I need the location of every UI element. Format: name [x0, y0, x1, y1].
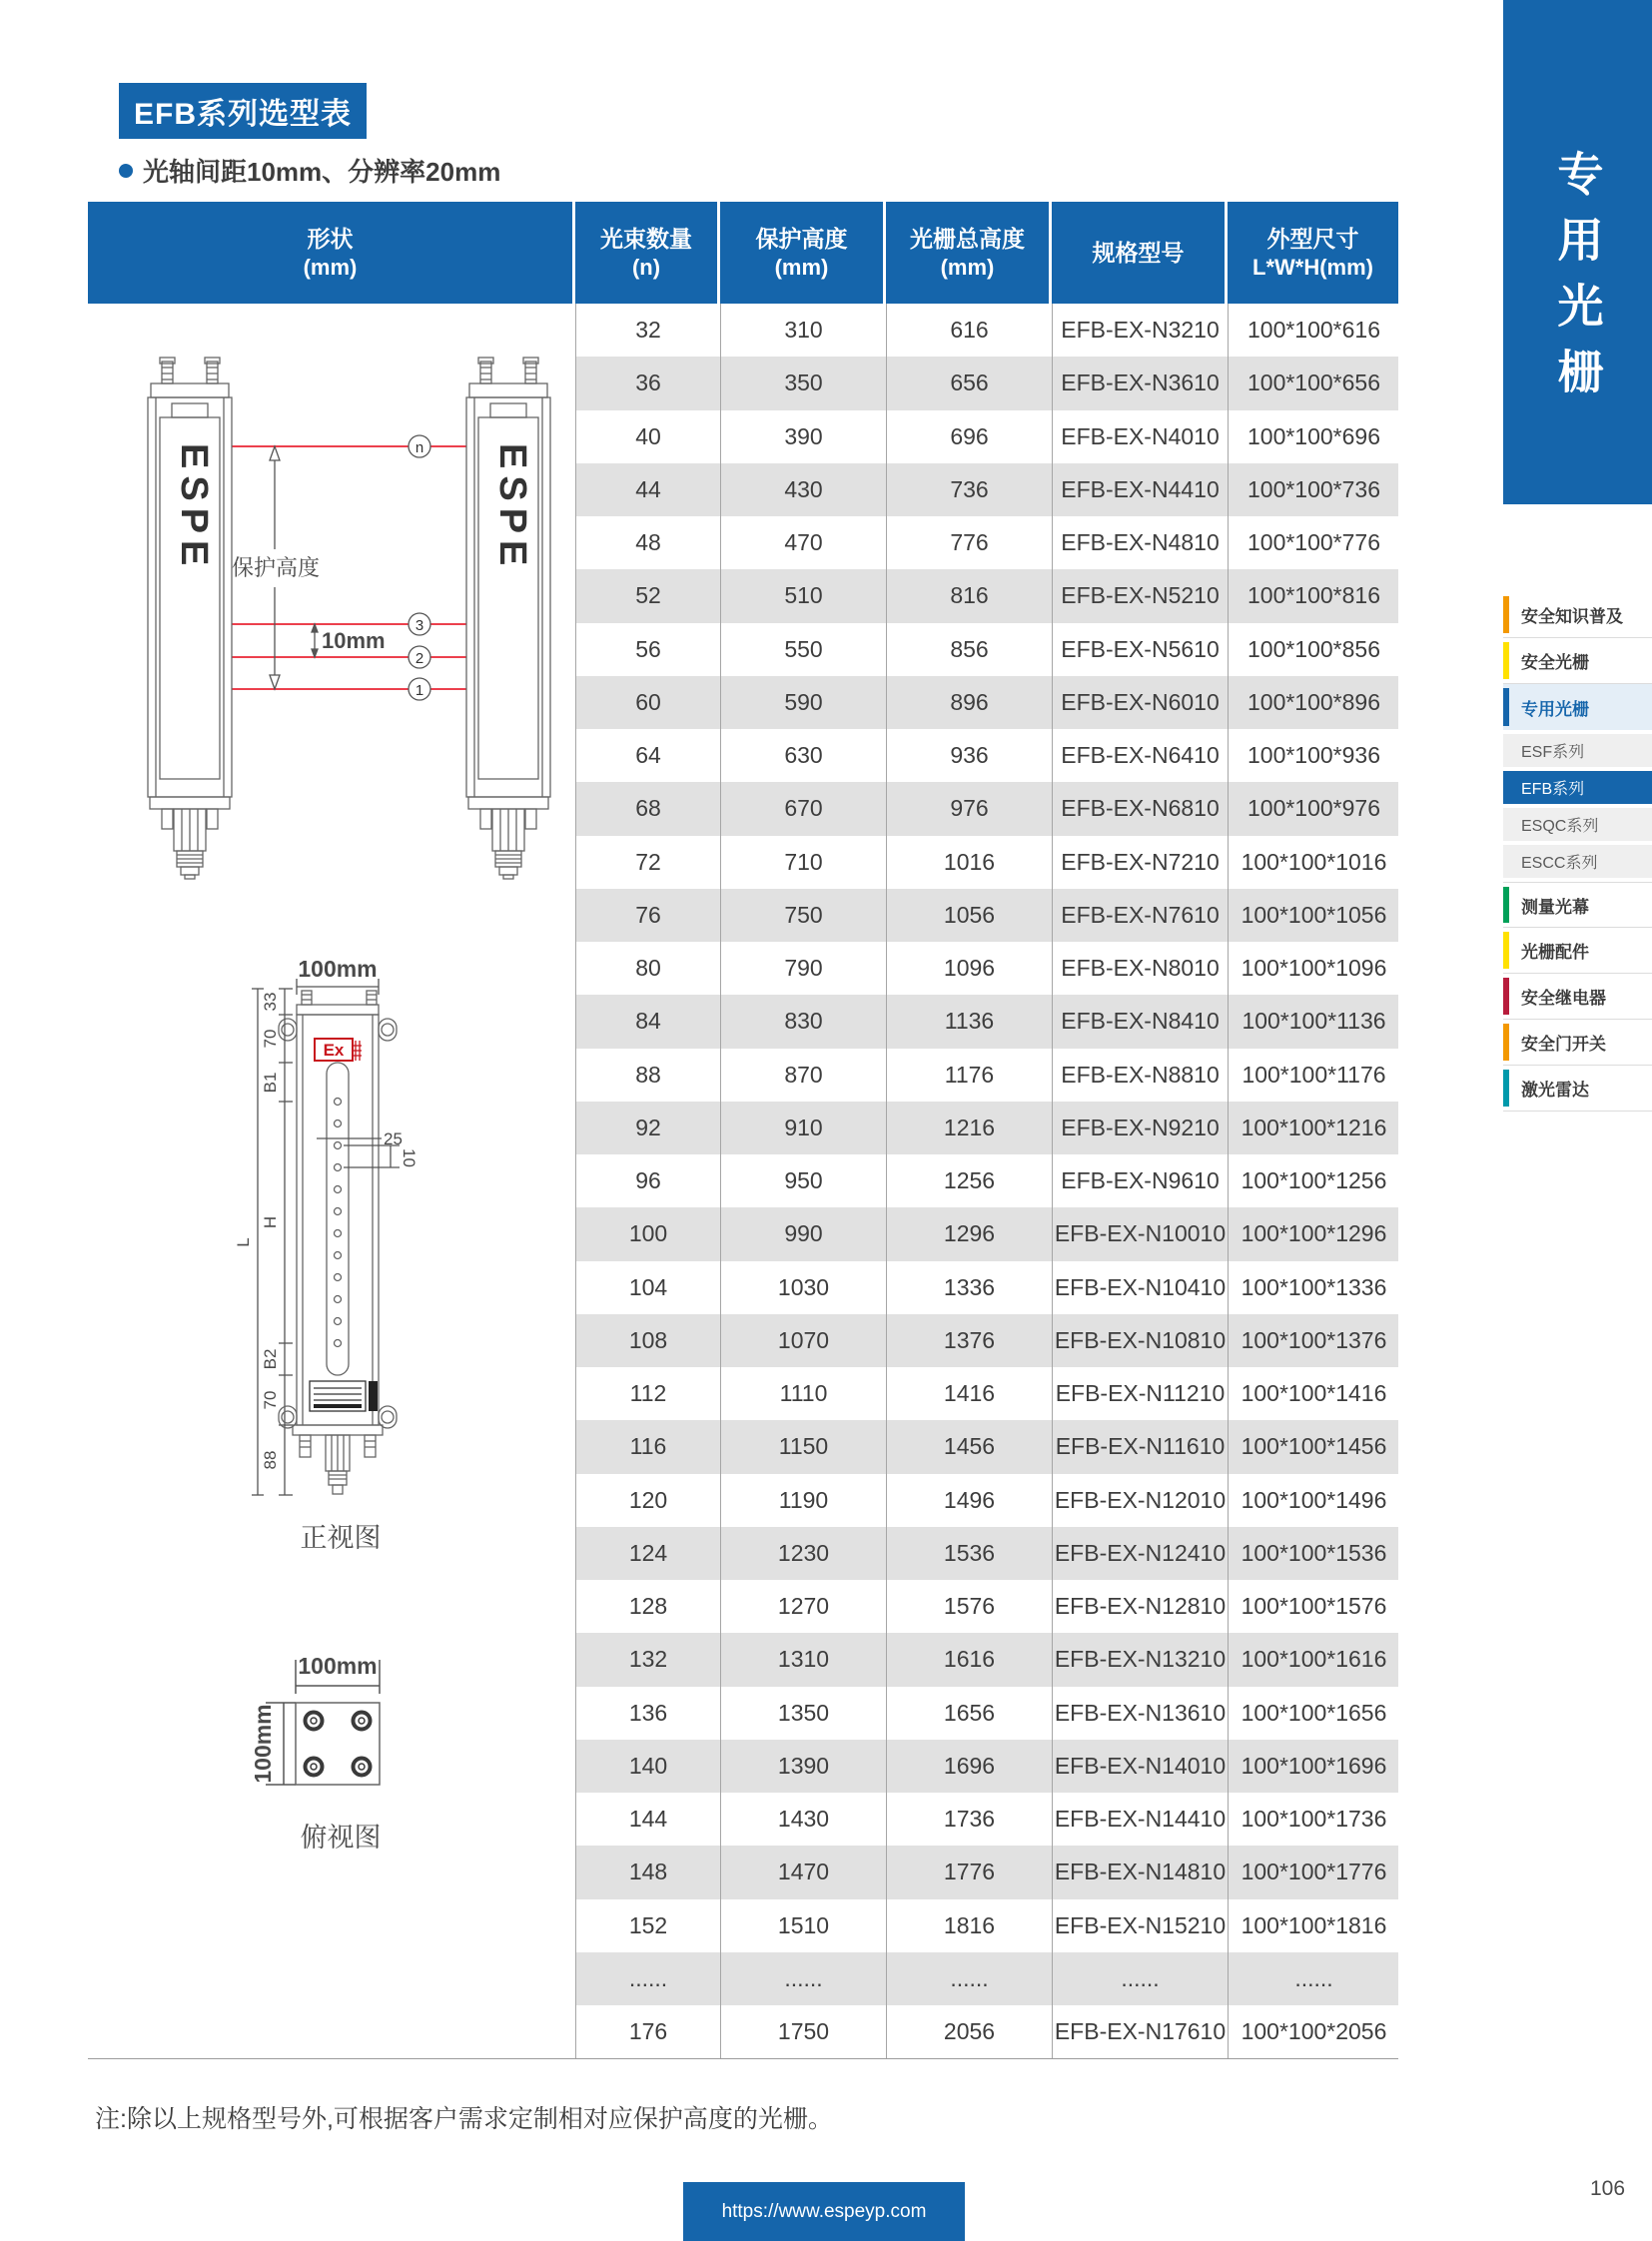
table-row: [576, 1474, 1398, 1527]
sidebar-item-label: EFB系列: [1521, 781, 1585, 798]
cell-protect-height: 1230: [721, 1527, 887, 1580]
cell-dimensions: 100*100*1176: [1241, 1061, 1386, 1088]
cell-beam-count: 140: [576, 1740, 721, 1793]
cell-total-height: 736: [887, 463, 1053, 516]
cell-dimensions: 100*100*1456: [1240, 1433, 1387, 1460]
table-row: [576, 1687, 1398, 1740]
category-color-bar-icon: [1503, 596, 1509, 633]
cell-model: EFB-EX-N15210: [1053, 1899, 1229, 1952]
sidebar-item-label: 专用光栅: [1521, 699, 1589, 719]
table-row: [576, 2005, 1398, 2058]
cell-total-height: 856: [887, 623, 1053, 676]
dim-l-label: L: [234, 1237, 253, 1247]
protect-height-label: 保护高度: [231, 555, 321, 580]
cell-dimensions: 100*100*1496: [1240, 1486, 1387, 1513]
col-header-unit: L*W*H(mm): [1252, 255, 1373, 280]
cell-dimensions: 100*100*1056: [1240, 901, 1387, 928]
cell-model: EFB-EX-N12810: [1053, 1580, 1229, 1633]
table-row: [576, 1261, 1398, 1314]
category-banner: [1503, 0, 1652, 504]
table-body: [88, 304, 1398, 2059]
cell-total-height: 1656: [887, 1687, 1053, 1740]
left-dimension-chain: [252, 989, 293, 1495]
col-header-dimensions: [1228, 202, 1398, 304]
table-row: [576, 569, 1398, 622]
spec-bullet-line: [119, 152, 500, 189]
cell-protect-height: 710: [721, 836, 887, 889]
cell-model: EFB-EX-N8410: [1053, 995, 1229, 1048]
table-row: [576, 623, 1398, 676]
table-row: [576, 1049, 1398, 1102]
cell-model: EFB-EX-N14010: [1053, 1740, 1229, 1793]
sidebar-item-label: ESQC系列: [1521, 818, 1599, 835]
cell-protect-height: 1150: [721, 1420, 887, 1473]
cell-protect-height: 1390: [721, 1740, 887, 1793]
section-title-box: [119, 83, 367, 139]
cell-protect-height: 790: [721, 942, 887, 995]
cell-beam-count: 52: [576, 569, 721, 622]
cell-protect-height: 1190: [721, 1474, 887, 1527]
cell-model: EFB-EX-N7210: [1053, 836, 1229, 889]
table-row: [576, 1527, 1398, 1580]
table-row: [576, 1793, 1398, 1846]
cell-total-height: 816: [887, 569, 1053, 622]
cell-protect-height: 1430: [721, 1793, 887, 1846]
cell-dimensions: 100*100*776: [1246, 529, 1381, 556]
cell-model: EFB-EX-N13610: [1053, 1687, 1229, 1740]
beam-holes: [335, 1099, 342, 1347]
cell-total-height: 936: [887, 729, 1053, 782]
cell-total-height: 1336: [887, 1261, 1053, 1314]
cell-beam-count: 68: [576, 782, 721, 835]
cell-beam-count: 84: [576, 995, 721, 1048]
sidebar-item[interactable]: [1503, 638, 1652, 684]
cell-model: EFB-EX-N3610: [1053, 357, 1229, 409]
top-width-label: 100mm: [298, 1653, 378, 1679]
table-row: [576, 1899, 1398, 1952]
cell-protect-height: 1750: [721, 2005, 887, 2058]
table-row: [576, 782, 1398, 835]
cell-beam-count: 112: [576, 1367, 721, 1420]
cell-protect-height: ......: [721, 1952, 887, 2005]
cell-model: EFB-EX-N8010: [1053, 942, 1229, 995]
cell-model: EFB-EX-N6810: [1053, 782, 1229, 835]
col-header-label: 光栅总高度: [910, 226, 1025, 252]
cell-total-height: 1576: [887, 1580, 1053, 1633]
cell-dimensions: 100*100*896: [1246, 688, 1381, 715]
cell-beam-count: 128: [576, 1580, 721, 1633]
table-row: [576, 1367, 1398, 1420]
sidebar-item-label: 光栅配件: [1521, 943, 1589, 962]
cell-model: ......: [1053, 1952, 1229, 2005]
cell-protect-height: 470: [721, 516, 887, 569]
cell-dimensions: 100*100*1256: [1240, 1167, 1387, 1194]
cell-protect-height: 430: [721, 463, 887, 516]
marker-2: 2: [414, 650, 424, 667]
table-row: [576, 676, 1398, 729]
marker-n: n: [414, 439, 424, 456]
col-header-shape: [88, 202, 575, 304]
cell-beam-count: 60: [576, 676, 721, 729]
cell-model: EFB-EX-N4410: [1053, 463, 1229, 516]
cell-beam-count: 136: [576, 1687, 721, 1740]
cell-protect-height: 990: [721, 1207, 887, 1260]
cell-total-height: 1256: [887, 1154, 1053, 1207]
sidebar-item-label: ESCC系列: [1521, 855, 1598, 872]
col-header-label: 外型尺寸: [1266, 226, 1359, 252]
table-row: [576, 304, 1398, 357]
sidebar-item[interactable]: [1503, 974, 1652, 1020]
table-row: [576, 1207, 1398, 1260]
top-view-caption: 俯视图: [300, 1823, 382, 1853]
sidebar-item[interactable]: [1503, 734, 1652, 767]
col-header-label: 保护高度: [755, 226, 848, 252]
cell-beam-count: 32: [576, 304, 721, 357]
cell-model: EFB-EX-N11210: [1053, 1367, 1229, 1420]
col-header-label: 形状: [307, 226, 354, 252]
ex-label: Ex: [323, 1041, 345, 1060]
cell-beam-count: 92: [576, 1102, 721, 1154]
cell-total-height: 1136: [887, 995, 1053, 1048]
col-header-beam-count: [575, 202, 720, 304]
cell-protect-height: 310: [721, 304, 887, 357]
sidebar-item[interactable]: [1503, 1066, 1652, 1112]
category-color-bar-icon: [1503, 1024, 1509, 1061]
cell-total-height: 1296: [887, 1207, 1053, 1260]
cell-protect-height: 630: [721, 729, 887, 782]
cell-beam-count: 120: [576, 1474, 721, 1527]
cell-protect-height: 910: [721, 1102, 887, 1154]
col-header-unit: (mm): [303, 255, 358, 280]
cell-protect-height: 1110: [721, 1367, 887, 1420]
cell-total-height: 1056: [887, 889, 1053, 942]
sidebar-item-label: 安全门开关: [1521, 1035, 1606, 1054]
category-color-bar-icon: [1503, 688, 1509, 726]
cell-dimensions: 100*100*1616: [1240, 1646, 1387, 1673]
cell-beam-count: 116: [576, 1420, 721, 1473]
cell-dimensions: 100*100*936: [1246, 742, 1381, 769]
cell-beam-count: 176: [576, 2005, 721, 2058]
spec-bullet-text: 光轴间距10mm、分辨率20mm: [143, 157, 501, 187]
sidebar-item-label: 安全知识普及: [1521, 607, 1623, 626]
cell-total-height: 976: [887, 782, 1053, 835]
section-title: EFB系列选型表: [134, 98, 352, 131]
cell-protect-height: 750: [721, 889, 887, 942]
table-row: [576, 357, 1398, 409]
sidebar-item[interactable]: [1503, 928, 1652, 974]
cell-total-height: 1376: [887, 1314, 1053, 1367]
cell-model: EFB-EX-N10410: [1053, 1261, 1229, 1314]
cell-protect-height: 830: [721, 995, 887, 1048]
sidebar-item[interactable]: [1503, 1020, 1652, 1066]
cell-beam-count: 40: [576, 410, 721, 463]
dim-70b-label: 70: [261, 1390, 280, 1410]
col-header-label: 规格型号: [1092, 240, 1185, 266]
table-row: [576, 1154, 1398, 1207]
beam-arrangement-diagram: [148, 358, 550, 879]
brand-label: ESPE: [491, 443, 533, 573]
cell-beam-count: 144: [576, 1793, 721, 1846]
cell-total-height: 1176: [887, 1049, 1053, 1102]
cell-model: EFB-EX-N17610: [1053, 2005, 1229, 2058]
dim-b1-label: B1: [261, 1072, 280, 1094]
cell-beam-count: 64: [576, 729, 721, 782]
cell-dimensions: 100*100*1336: [1240, 1273, 1387, 1300]
dim-88-label: 88: [261, 1450, 280, 1470]
cell-model: EFB-EX-N9210: [1053, 1102, 1229, 1154]
table-row: [576, 1314, 1398, 1367]
front-view-caption: 正视图: [300, 1523, 382, 1553]
shape-column: [88, 304, 575, 2058]
cell-total-height: 776: [887, 516, 1053, 569]
cell-total-height: 896: [887, 676, 1053, 729]
cell-protect-height: 1510: [721, 1899, 887, 1952]
cell-model: EFB-EX-N12010: [1053, 1474, 1229, 1527]
cell-protect-height: 1030: [721, 1261, 887, 1314]
cell-beam-count: 96: [576, 1154, 721, 1207]
cell-dimensions: 100*100*1136: [1241, 1008, 1386, 1035]
footnote: 注:除以上规格型号外,可根据客户需求定制相对应保护高度的光栅。: [95, 2105, 833, 2133]
cell-protect-height: 590: [721, 676, 887, 729]
sidebar-item-label: 安全继电器: [1521, 989, 1606, 1008]
sidebar-item-label: 激光雷达: [1521, 1081, 1589, 1100]
cell-beam-count: ......: [576, 1952, 721, 2005]
sidebar-item-label: 安全光栅: [1521, 653, 1589, 672]
table-row: [576, 516, 1398, 569]
dim-b2-label: B2: [261, 1348, 280, 1370]
col-header-unit: (n): [631, 255, 661, 280]
cell-model: EFB-EX-N12410: [1053, 1527, 1229, 1580]
cell-total-height: 1416: [887, 1367, 1053, 1420]
col-header-unit: (mm): [940, 255, 995, 280]
cell-beam-count: 44: [576, 463, 721, 516]
cell-beam-count: 48: [576, 516, 721, 569]
beam-number-markers: [409, 435, 430, 700]
cell-beam-count: 148: [576, 1846, 721, 1898]
cell-model: EFB-EX-N3210: [1053, 304, 1229, 357]
cell-model: EFB-EX-N14810: [1053, 1846, 1229, 1898]
marker-3: 3: [414, 617, 424, 634]
col-header-model: [1052, 202, 1228, 304]
cell-protect-height: 670: [721, 782, 887, 835]
category-color-bar-icon: [1503, 642, 1509, 679]
cell-protect-height: 1470: [721, 1846, 887, 1898]
cell-total-height: 1536: [887, 1527, 1053, 1580]
cell-dimensions: 100*100*1736: [1240, 1806, 1387, 1833]
cell-dimensions: 100*100*1296: [1240, 1220, 1387, 1247]
cell-protect-height: 1350: [721, 1687, 887, 1740]
footer-url-text: https://www.espeyp.com: [721, 2200, 927, 2222]
cell-dimensions: 100*100*1656: [1240, 1699, 1387, 1726]
top-height-label: 100mm: [250, 1704, 276, 1784]
dim-33-label: 33: [261, 992, 280, 1012]
table-row: [576, 995, 1398, 1048]
cell-model: EFB-EX-N9610: [1053, 1154, 1229, 1207]
cell-beam-count: 80: [576, 942, 721, 995]
front-view-drawing: [234, 956, 418, 1553]
cell-dimensions: ......: [1294, 1964, 1333, 1991]
cell-total-height: 1216: [887, 1102, 1053, 1154]
table-row: [576, 1846, 1398, 1898]
sidebar-item[interactable]: [1503, 882, 1652, 928]
cell-total-height: 1616: [887, 1633, 1053, 1686]
cell-beam-count: 100: [576, 1207, 721, 1260]
cell-dimensions: 100*100*736: [1246, 475, 1381, 502]
cell-dimensions: 100*100*1816: [1240, 1911, 1387, 1938]
cell-dimensions: 100*100*1216: [1240, 1114, 1387, 1140]
cell-dimensions: 100*100*696: [1246, 422, 1381, 449]
table-row: [576, 889, 1398, 942]
cell-beam-count: 124: [576, 1527, 721, 1580]
col-header-unit: (mm): [774, 255, 829, 280]
cell-beam-count: 72: [576, 836, 721, 889]
table-row: [576, 1580, 1398, 1633]
cell-total-height: 1496: [887, 1474, 1053, 1527]
col-header-protect-height: [720, 202, 886, 304]
technical-drawings: [88, 304, 575, 2058]
cell-dimensions: 100*100*1696: [1240, 1752, 1387, 1779]
cell-model: EFB-EX-N4010: [1053, 410, 1229, 463]
sidebar-item[interactable]: [1503, 592, 1652, 638]
table-row: [576, 836, 1398, 889]
category-color-bar-icon: [1503, 932, 1509, 969]
table-row: [576, 1740, 1398, 1793]
cell-beam-count: 56: [576, 623, 721, 676]
cell-model: EFB-EX-N10810: [1053, 1314, 1229, 1367]
cell-model: EFB-EX-N6010: [1053, 676, 1229, 729]
cell-total-height: 1016: [887, 836, 1053, 889]
sidebar-item-label: ESF系列: [1521, 744, 1585, 761]
pitch-dimension: [312, 624, 318, 657]
cell-total-height: 1736: [887, 1793, 1053, 1846]
category-color-bar-icon: [1503, 887, 1509, 923]
dim-70a-label: 70: [261, 1029, 280, 1049]
cell-protect-height: 1270: [721, 1580, 887, 1633]
cell-model: EFB-EX-N10010: [1053, 1207, 1229, 1260]
pitch-label: 10mm: [322, 628, 386, 653]
table-row: [576, 410, 1398, 463]
sidebar-item[interactable]: [1503, 771, 1652, 804]
dim-h-label: H: [261, 1215, 280, 1229]
cell-protect-height: 350: [721, 357, 887, 409]
page-number: 106: [1590, 2177, 1626, 2200]
cell-total-height: 1776: [887, 1846, 1053, 1898]
cell-dimensions: 100*100*1096: [1240, 955, 1387, 982]
sidebar-menu: [1503, 592, 1652, 1112]
cell-protect-height: 1310: [721, 1633, 887, 1686]
category-banner-text: 专用光栅: [1551, 150, 1604, 413]
cell-total-height: 1096: [887, 942, 1053, 995]
cell-dimensions: 100*100*1776: [1240, 1859, 1387, 1885]
cell-beam-count: 132: [576, 1633, 721, 1686]
cell-dimensions: 100*100*816: [1246, 582, 1381, 609]
cell-beam-count: 76: [576, 889, 721, 942]
cell-dimensions: 100*100*656: [1246, 370, 1381, 396]
cell-dimensions: 100*100*616: [1246, 317, 1381, 344]
cell-dimensions: 100*100*1536: [1240, 1539, 1387, 1566]
cell-dimensions: 100*100*976: [1246, 795, 1381, 822]
cell-model: EFB-EX-N7610: [1053, 889, 1229, 942]
table-row: [576, 463, 1398, 516]
selection-table: [88, 202, 1398, 2059]
sidebar-item[interactable]: [1503, 845, 1652, 878]
cell-beam-count: 108: [576, 1314, 721, 1367]
mounting-holes: [306, 1713, 371, 1776]
cell-protect-height: 870: [721, 1049, 887, 1102]
cell-dimensions: 100*100*1016: [1240, 848, 1387, 875]
cell-total-height: 1456: [887, 1420, 1053, 1473]
marker-1: 1: [414, 682, 424, 699]
table-row: [576, 1420, 1398, 1473]
cell-total-height: 616: [887, 304, 1053, 357]
cell-model: EFB-EX-N5210: [1053, 569, 1229, 622]
table-header-row: [88, 202, 1398, 304]
footer-url-ribbon[interactable]: [683, 2182, 965, 2241]
category-color-bar-icon: [1503, 1070, 1509, 1107]
table-row: [576, 1102, 1398, 1154]
cell-model: EFB-EX-N4810: [1053, 516, 1229, 569]
cell-model: EFB-EX-N5610: [1053, 623, 1229, 676]
top-view-drawing: [250, 1653, 382, 1853]
cell-dimensions: 100*100*1376: [1240, 1326, 1387, 1353]
category-color-bar-icon: [1503, 978, 1509, 1015]
sidebar-item[interactable]: [1503, 684, 1652, 730]
cell-protect-height: 950: [721, 1154, 887, 1207]
table-row: [576, 942, 1398, 995]
sidebar-item[interactable]: [1503, 808, 1652, 841]
cell-dimensions: 100*100*856: [1246, 635, 1381, 662]
bullet-dot-icon: [119, 164, 133, 178]
front-width-label: 100mm: [298, 956, 378, 982]
table-row: [576, 1952, 1398, 2005]
cell-total-height: 1696: [887, 1740, 1053, 1793]
col-header-label: 光束数量: [600, 226, 692, 252]
cell-total-height: ......: [887, 1952, 1053, 2005]
cell-model: EFB-EX-N6410: [1053, 729, 1229, 782]
cell-protect-height: 510: [721, 569, 887, 622]
sidebar-item-label: 测量光幕: [1521, 897, 1589, 917]
cell-model: EFB-EX-N11610: [1053, 1420, 1229, 1473]
cell-model: EFB-EX-N13210: [1053, 1633, 1229, 1686]
cell-beam-count: 88: [576, 1049, 721, 1102]
brand-label: ESPE: [173, 443, 215, 573]
cell-dimensions: 100*100*1576: [1240, 1593, 1387, 1620]
dim-10-label: 10: [400, 1148, 418, 1167]
table-row: [576, 1633, 1398, 1686]
col-header-total-height: [886, 202, 1052, 304]
cell-protect-height: 550: [721, 623, 887, 676]
cell-beam-count: 36: [576, 357, 721, 409]
cell-beam-count: 152: [576, 1899, 721, 1952]
dim-25-label: 25: [384, 1129, 403, 1148]
cell-total-height: 696: [887, 410, 1053, 463]
spec-table-body: [575, 304, 1398, 2058]
cell-model: EFB-EX-N14410: [1053, 1793, 1229, 1846]
cell-protect-height: 1070: [721, 1314, 887, 1367]
cell-protect-height: 390: [721, 410, 887, 463]
cell-total-height: 656: [887, 357, 1053, 409]
table-row: [576, 729, 1398, 782]
cell-beam-count: 104: [576, 1261, 721, 1314]
light-curtain-tower: [148, 358, 550, 879]
cell-total-height: 2056: [887, 2005, 1053, 2058]
cell-dimensions: 100*100*2056: [1240, 2018, 1387, 2045]
cell-model: EFB-EX-N8810: [1053, 1049, 1229, 1102]
name-plate: [310, 1381, 378, 1411]
cell-dimensions: 100*100*1416: [1240, 1380, 1387, 1407]
cell-total-height: 1816: [887, 1899, 1053, 1952]
